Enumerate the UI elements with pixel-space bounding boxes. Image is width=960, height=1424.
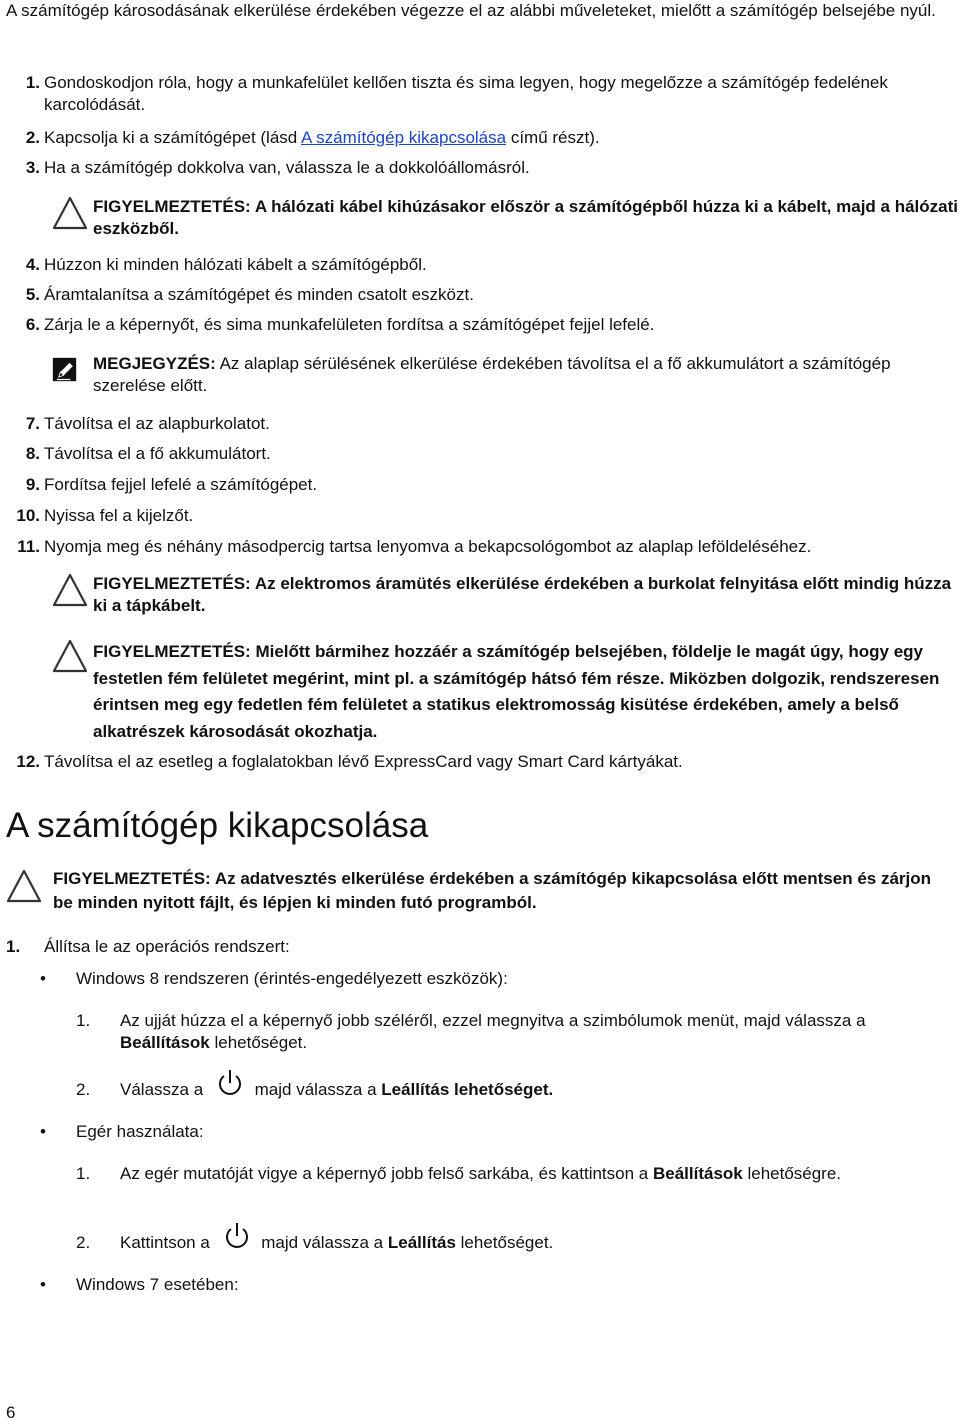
- shutdown-label: Leállítás lehetőséget.: [381, 1080, 554, 1099]
- step-text: Távolítsa el a fő akkumulátort.: [44, 444, 271, 463]
- step-number: 2.: [25, 128, 40, 147]
- step-text: Állítsa le az operációs rendszert:: [44, 937, 290, 956]
- warning-triangle-icon: [6, 869, 42, 905]
- bullet-dot: •: [40, 1275, 46, 1294]
- step-text-post: című részt).: [506, 128, 600, 147]
- power-icon: [223, 1221, 251, 1253]
- intro-paragraph: A számítógép károsodásának elkerülése érdekében végezze el az alábbi műveleteket, mielőtt a számítógép belsejébe nyúl.: [6, 1, 936, 20]
- section-heading: A számítógép kikapcsolása: [6, 806, 429, 845]
- step-number: 3.: [25, 158, 40, 177]
- step-text: Nyissa fel a kijelzőt.: [44, 506, 194, 525]
- step-text: Húzzon ki minden hálózati kábelt a számítógépből.: [44, 255, 427, 274]
- settings-label: Beállítások: [120, 1033, 210, 1052]
- substep-text-pre: Az egér mutatóját vigye a képernyő jobb felső sarkába, és kattintson a: [120, 1164, 653, 1183]
- substep-text-post: lehetőséget.: [455, 1233, 554, 1252]
- page-number: 6: [6, 1403, 16, 1422]
- step-text: Gondoskodjon róla, hogy a munkafelület kellően tiszta és sima legyen, hogy megelőzze a számítógép fedelének karcolódását.: [44, 73, 888, 114]
- substep-text-post: lehetőségre.: [742, 1164, 842, 1183]
- substep-text: [120, 1163, 910, 1185]
- warning-triangle-icon: [52, 639, 88, 675]
- substep-text: [120, 1010, 910, 1054]
- step-text: Ha a számítógép dokkolva van, válassza le a dokkolóállomásról.: [44, 158, 530, 177]
- note-body: Az alaplap sérülésének elkerülése érdekében távolítsa el a fő akkumulátort a számítógép szerelése előtt.: [93, 354, 891, 395]
- bullet-text: Windows 7 esetében:: [76, 1275, 239, 1294]
- step-text: Áramtalanítsa a számítógépet és minden csatolt eszközt.: [44, 285, 474, 304]
- bullet-text: Windows 8 rendszeren (érintés-engedélyezett eszközök):: [76, 969, 508, 988]
- substep-text-pre: Kattintson a: [120, 1233, 210, 1252]
- step-number: 8.: [25, 444, 40, 463]
- bullet-text: Egér használata:: [76, 1122, 204, 1141]
- step-text: [44, 127, 956, 149]
- step-text-pre: Kapcsolja ki a számítógépet (lásd: [44, 128, 302, 147]
- substep-text-mid: majd válassza a: [261, 1233, 388, 1252]
- settings-label: Beállítások: [652, 1164, 743, 1183]
- warning-text: FIGYELMEZTETÉS: Az elektromos áramütés elkerülése érdekében a burkolat felnyitása előtt mindig húzza ki a tápkábelt.: [93, 574, 952, 615]
- substep-text-pre: Az ujját húzza el a képernyő jobb széléről, ezzel megnyitva a szimbólumok menüt, majd válassza a: [120, 1011, 866, 1030]
- step-text: Nyomja meg és néhány másodpercig tartsa lenyomva a bekapcsológombot az alaplap leföldeléséhez.: [44, 537, 812, 556]
- substep-number: 1.: [76, 1164, 91, 1183]
- warning-triangle-icon: [52, 196, 88, 232]
- step-number: 12.: [16, 752, 40, 771]
- step-text: Távolítsa el az esetleg a foglalatokban lévő ExpressCard vagy Smart Card kártyákat.: [44, 752, 683, 771]
- substep-text-mid: majd válassza a: [254, 1080, 382, 1099]
- step-number: 5.: [25, 285, 40, 304]
- substep-number: 2.: [76, 1233, 91, 1252]
- bullet-dot: •: [40, 969, 46, 988]
- note-label: MEGJEGYZÉS:: [93, 354, 216, 373]
- step-number: 1.: [25, 73, 40, 92]
- step-number: 10.: [16, 506, 40, 525]
- substep-number: 1.: [76, 1011, 91, 1030]
- step-number: 4.: [25, 255, 40, 274]
- step-text: Távolítsa el az alapburkolatot.: [44, 414, 270, 433]
- warning-text: FIGYELMEZTETÉS: Az adatvesztés elkerülése érdekében a számítógép kikapcsolása előtt mentsen és zárjon be minden nyitott fájlt, és lépjen ki minden futó programból.: [53, 869, 932, 912]
- shutdown-section-link[interactable]: A számítógép kikapcsolása: [301, 128, 507, 147]
- shutdown-label: Leállítás: [387, 1233, 456, 1252]
- step-number: 9.: [25, 475, 40, 494]
- warning-triangle-icon: [52, 573, 88, 609]
- substep-number: 2.: [76, 1080, 91, 1099]
- step-number: 7.: [25, 414, 40, 433]
- substep-text-post: lehetőséget.: [209, 1033, 308, 1052]
- step-text: Zárja le a képernyőt, és sima munkafelületen fordítsa a számítógépet fejjel lefelé.: [44, 315, 655, 334]
- power-icon: [216, 1068, 244, 1100]
- step-text: Fordítsa fejjel lefelé a számítógépet.: [44, 475, 318, 494]
- note-pencil-icon: [52, 357, 82, 387]
- bullet-dot: •: [40, 1122, 46, 1141]
- warning-text: FIGYELMEZTETÉS: A hálózati kábel kihúzásakor először a számítógépből húzza ki a kábelt, majd a hálózati eszközből.: [93, 197, 958, 238]
- substep-text-pre: Válassza a: [120, 1080, 204, 1099]
- warning-text: FIGYELMEZTETÉS: Mielőtt bármihez hozzáér a számítógép belsejében, földelje le magát úgy, hogy egy festetlen fém felületet megérint, mint pl. a számítógép hátsó fém része. Miközben dolgozik, rendszeresen érintsen meg egy fedetlen fém felületet a statikus elektromosság kisütése érdekében, amely a belső alkatrészek károsodását okozhatja.: [93, 642, 940, 741]
- step-number: 11.: [17, 537, 40, 556]
- step-number: 6.: [25, 315, 40, 334]
- substep-text: [120, 1079, 920, 1101]
- note-text: [93, 353, 959, 397]
- step-number: 1.: [6, 937, 21, 956]
- substep-text: [120, 1232, 920, 1254]
